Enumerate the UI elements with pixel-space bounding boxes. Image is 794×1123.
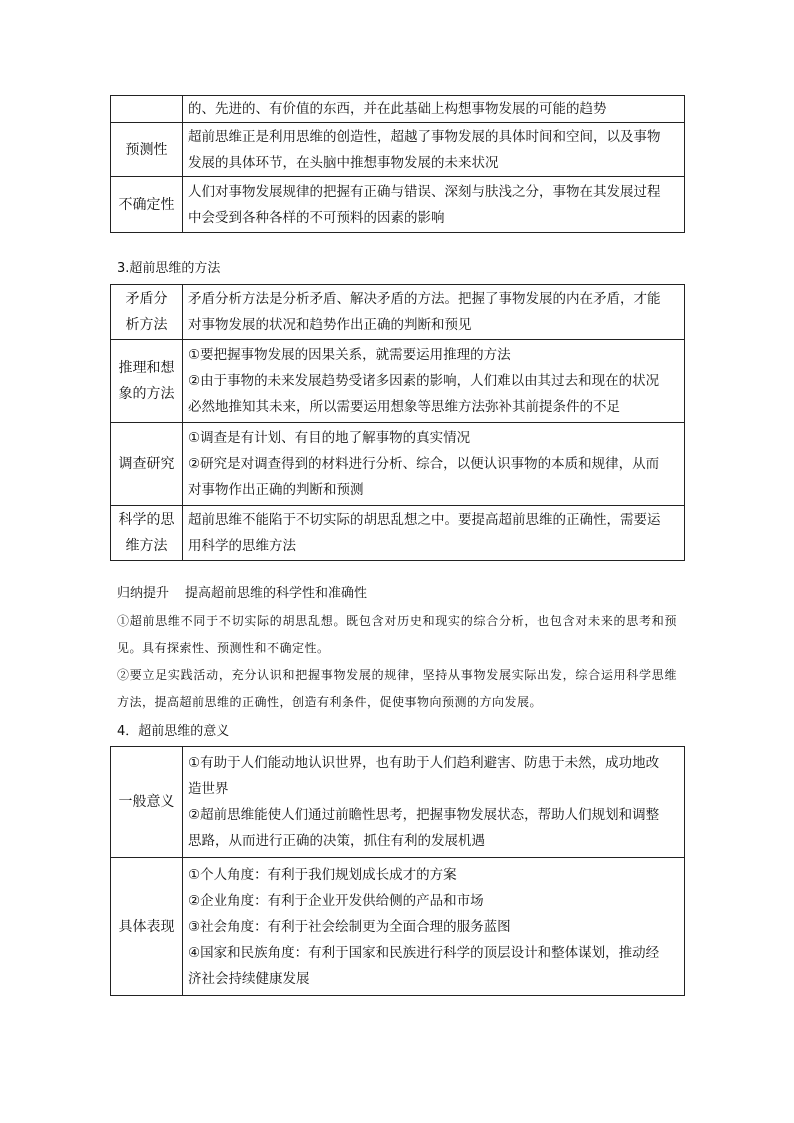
table-row — [111, 285, 685, 340]
table-row — [111, 96, 685, 123]
row-text: ①要把握事物发展的因果关系，就需要运用推理的方法 — [188, 347, 511, 363]
significance-table — [110, 746, 685, 996]
row-text: 用科学的思维方法 — [188, 538, 296, 554]
section-heading: 3.超前思维的方法 — [117, 261, 221, 276]
row-key: 调查研究 — [118, 456, 175, 472]
row-text: 发展的具体环节，在头脑中推想事物发展的未来状况 — [188, 154, 499, 171]
row-text: 超前思维正是利用思维的创造性，超越了事物发展的具体时间和空间，以及事物 — [188, 128, 661, 145]
row-key: 预测性 — [111, 123, 183, 177]
table-row — [111, 123, 685, 177]
row-text: ②研究是对调查得到的材料进行分析、综合，以便认识事物的本质和规律，从而 — [188, 456, 660, 472]
row-text: ③社会角度：有利于社会绘制更为全面合理的服务蓝图 — [188, 918, 511, 935]
row-key: 维方法 — [125, 538, 168, 554]
table-row — [111, 747, 685, 858]
row-text: 中会受到各种各样的不可预料的因素的影响 — [188, 209, 445, 226]
row-text: 思路，从而进行正确的决策，抓住有利的发展机遇 — [188, 833, 485, 849]
summary-paragraph-1: ①超前思维不同于不切实际的胡思乱想。既包含对历史和现实的综合分析，也包含对未来的思考和预见。具有探索性、预测性和不确定性。 — [117, 614, 677, 655]
row-key: 不确定性 — [111, 177, 183, 233]
row-text: 的、先进的、有价值的东西，并在此基础上构想事物发展的可能的趋势 — [188, 101, 607, 117]
row-text: ④国家和民族角度：有利于国家和民族进行科学的顶层设计和整体谋划，推动经 — [188, 944, 660, 961]
row-text: 济社会持续健康发展 — [188, 970, 310, 987]
characteristics-table — [110, 95, 685, 233]
row-text: 人们对事物发展规律的把握有正确与错误、深刻与肤浅之分，事物在其发展过程 — [188, 183, 661, 200]
table-row — [111, 340, 685, 423]
row-text: ②由于事物的未来发展趋势受诸多因素的影响，人们难以由其过去和现在的状况 — [188, 373, 660, 389]
row-text: 对事物发展的状况和趋势作出正确的判断和预见 — [188, 317, 472, 333]
row-key: 析方法 — [125, 317, 168, 333]
row-key: 科学的思 — [118, 512, 175, 528]
summary-heading — [117, 584, 367, 604]
section-heading: 4．超前思维的意义 — [117, 724, 230, 739]
row-text: ①个人角度：有利于我们规划成长成才的方案 — [188, 866, 457, 883]
row-text: ①有助于人们能动地认识世界，也有助于人们趋利避害、防患于未然，成功地改 — [188, 755, 660, 771]
row-text: 矛盾分析方法是分析矛盾、解决矛盾的方法。把握了事物发展的内在矛盾，才能 — [188, 291, 661, 307]
table-row — [111, 177, 685, 233]
row-text: ②超前思维能使人们通过前瞻性思考，把握事物发展状态，帮助人们规划和调整 — [188, 807, 660, 823]
row-text: 必然地推知其未来，所以需要运用想象等思维方法弥补其前提条件的不足 — [188, 399, 620, 415]
row-text: ②企业角度：有利于企业开发供给侧的产品和市场 — [188, 892, 484, 909]
table-row — [111, 858, 685, 996]
row-text: ①调查是有计划、有目的地了解事物的真实情况 — [188, 430, 471, 446]
row-key: 矛盾分 — [125, 291, 168, 307]
summary-title: 提高超前思维的科学性和准确性 — [185, 586, 368, 601]
row-text: 超前思维不能陷于不切实际的胡思乱想之中。要提高超前思维的正确性，需要运 — [188, 512, 661, 528]
row-text: 造世界 — [188, 781, 229, 797]
summary-label: 归纳提升 — [117, 586, 170, 601]
row-key — [111, 96, 183, 123]
summary-paragraph-2: ②要立足实践活动，充分认识和把握事物发展的规律，坚持从事物发展实际出发，综合运用科学思维方法，提高超前思维的正确性，创造有利条件，促使事物向预测的方向发展。 — [117, 668, 677, 709]
row-key: 推理和想 — [118, 360, 175, 376]
row-text: 对事物作出正确的判断和预测 — [188, 482, 364, 498]
table-row — [111, 506, 685, 561]
methods-table — [110, 284, 685, 561]
row-key: 象的方法 — [118, 386, 175, 402]
table-row — [111, 423, 685, 506]
row-key: 具体表现 — [111, 858, 183, 996]
row-key: 一般意义 — [111, 747, 183, 858]
